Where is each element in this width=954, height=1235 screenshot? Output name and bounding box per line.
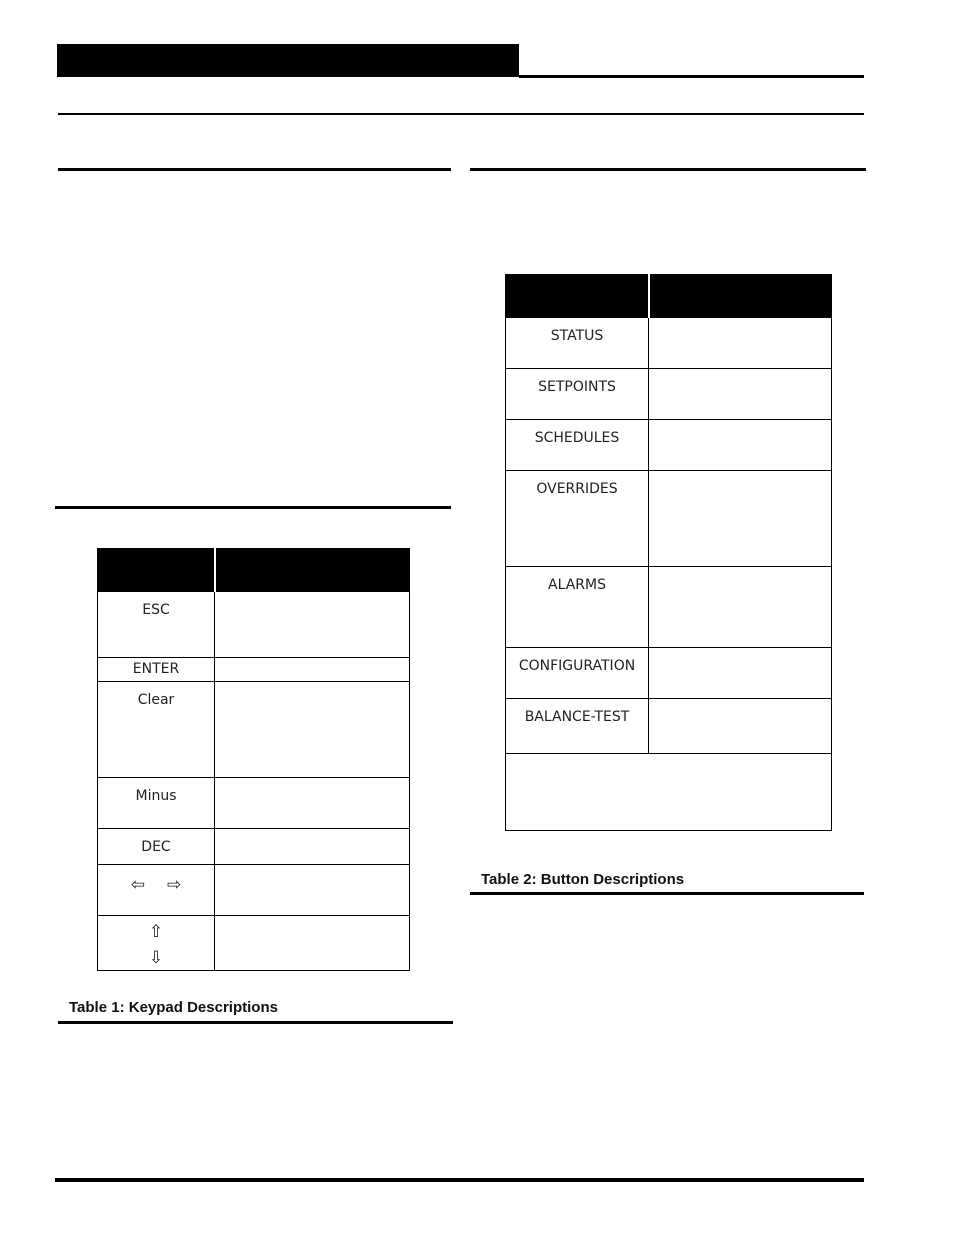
table-row (98, 865, 410, 916)
button-cell (506, 567, 649, 648)
key-cell (98, 592, 215, 658)
key-label: Minus (135, 788, 177, 804)
button-cell (506, 318, 649, 369)
table-row (506, 471, 832, 567)
table-row (506, 648, 832, 699)
description-cell (215, 865, 410, 916)
description-cell (215, 778, 410, 829)
table-row (506, 567, 832, 648)
button-table (505, 274, 832, 831)
table-row (506, 318, 832, 369)
button-cell (506, 420, 649, 471)
key-cell (98, 916, 215, 971)
header-rule (519, 75, 864, 78)
up-arrow-icon: ⇧ (148, 922, 164, 942)
left-subsection-rule (55, 506, 451, 509)
note-cell (506, 754, 832, 831)
key-cell (98, 778, 215, 829)
table-row (98, 778, 410, 829)
key-cell (98, 658, 215, 682)
description-cell (649, 420, 832, 471)
button-cell (506, 648, 649, 699)
left-arrow-icon: ⇦ (130, 875, 145, 895)
right-section-rule (470, 168, 866, 171)
table-caption: Table 1: Keypad Descriptions (69, 999, 278, 1016)
key-label: DEC (141, 839, 171, 855)
key-label: ENTER (132, 661, 180, 677)
button-label: SETPOINTS (538, 379, 616, 395)
section-rule-top (58, 113, 864, 115)
footer-rule (55, 1178, 864, 1182)
table-header-row (506, 275, 832, 318)
button-cell (506, 471, 649, 567)
button-label: SCHEDULES (534, 430, 620, 446)
key-cell (98, 682, 215, 778)
table-row (506, 369, 832, 420)
caption-rule (58, 1021, 453, 1024)
right-arrow-icon: ⇨ (167, 875, 182, 895)
description-cell (649, 699, 832, 754)
header-cell (506, 275, 649, 318)
table-row (98, 916, 410, 971)
left-section-rule (58, 168, 451, 171)
key-label: Clear (137, 692, 175, 708)
button-cell (506, 699, 649, 754)
key-cell (98, 829, 215, 865)
description-cell (215, 658, 410, 682)
table-caption: Table 2: Button Descriptions (481, 871, 685, 888)
keypad-table (97, 548, 410, 971)
description-cell (649, 471, 832, 567)
button-label: CONFIGURATION (518, 658, 636, 674)
table-header-row (98, 549, 410, 592)
description-cell (649, 567, 832, 648)
key-label: ESC (142, 602, 170, 618)
table-row (98, 682, 410, 778)
description-cell (215, 592, 410, 658)
description-cell (649, 648, 832, 699)
button-label: ALARMS (548, 577, 606, 593)
caption-rule (470, 892, 864, 895)
header-cell (98, 549, 215, 592)
table-row (506, 699, 832, 754)
table-row (98, 592, 410, 658)
description-cell (649, 318, 832, 369)
button-label: STATUS (550, 328, 604, 344)
description-cell (215, 829, 410, 865)
header-cell (215, 549, 410, 592)
down-arrow-icon: ⇩ (148, 948, 164, 968)
key-cell (98, 865, 215, 916)
button-label: OVERRIDES (536, 481, 618, 497)
button-label: BALANCE-TEST (524, 709, 630, 725)
header-bar (57, 44, 519, 77)
button-cell (506, 369, 649, 420)
description-cell (215, 682, 410, 778)
table-row (506, 420, 832, 471)
header-cell (649, 275, 832, 318)
description-cell (649, 369, 832, 420)
description-cell (215, 916, 410, 971)
table-footer-row (506, 754, 832, 831)
table-row (98, 658, 410, 682)
table-row (98, 829, 410, 865)
